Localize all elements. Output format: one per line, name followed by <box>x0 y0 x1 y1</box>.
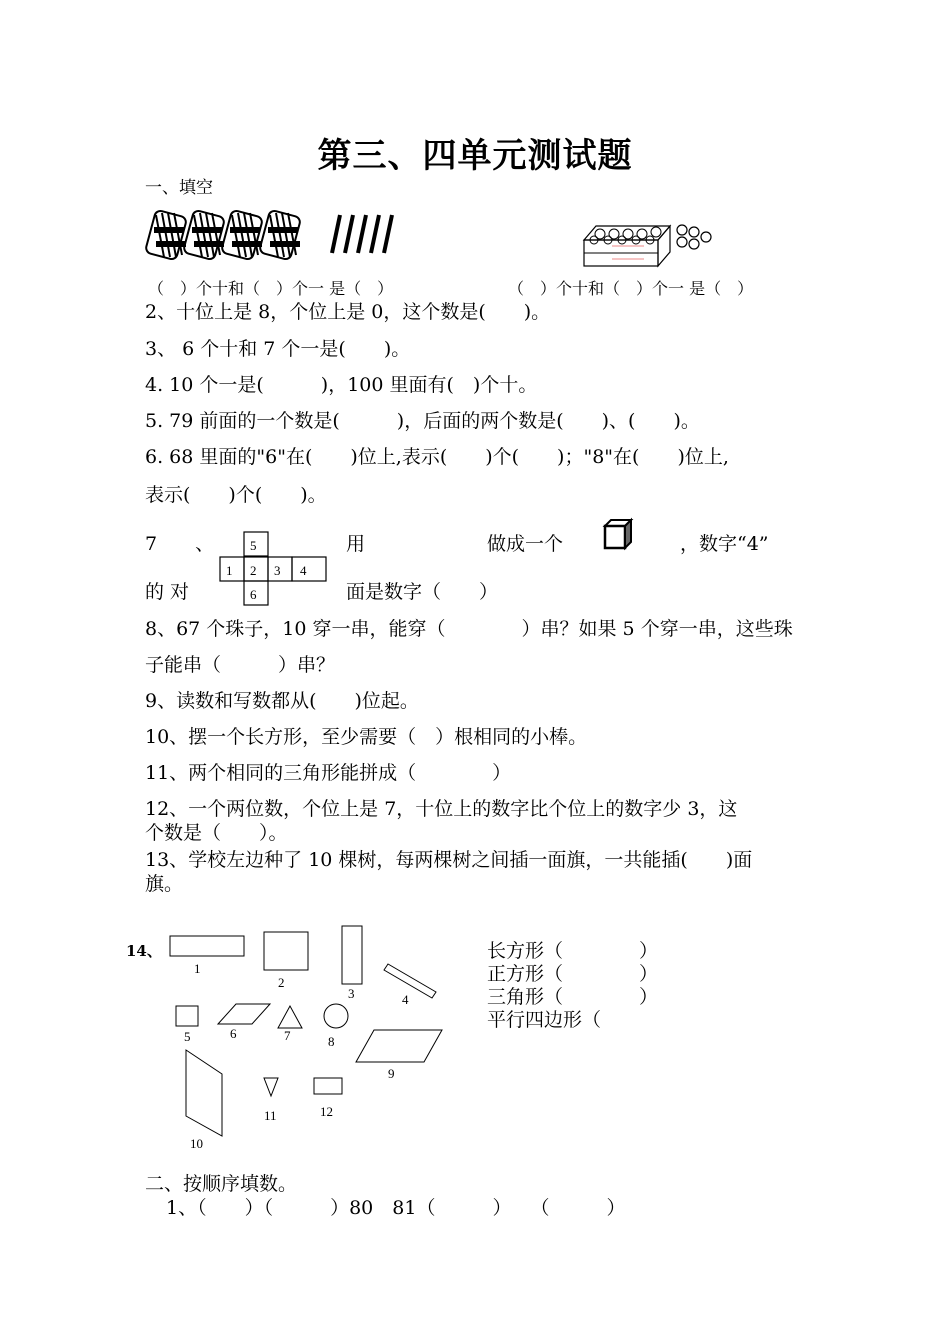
shape-label-4: 4 <box>402 992 409 1007</box>
question-10: 10、摆一个长方形，至少需要（ ）根相同的小棒。 <box>145 726 588 748</box>
answer-square: 正方形（ ） <box>487 963 659 985</box>
shape-8-circle <box>324 1004 348 1028</box>
section-one-heading: 一、填空 <box>145 178 213 198</box>
question-5: 5. 79 前面的一个数是( )，后面的两个数是( )、( )。 <box>145 410 700 432</box>
question-6-line-2: 表示( )个( )。 <box>145 484 327 506</box>
question-1-left: （ ）个十和（ ）个一 是（ ） <box>148 279 394 298</box>
cube-net-diagram <box>218 530 330 608</box>
shape-label-8: 8 <box>328 1034 335 1049</box>
question-14-label: 14、 <box>126 942 162 960</box>
shape-label-7: 7 <box>284 1028 291 1043</box>
ten-stick-bundle-3 <box>221 210 263 261</box>
net-cell-5: 5 <box>250 538 257 553</box>
cube-icon <box>603 518 633 550</box>
section-two-question-1: 1、（ ）（ ）80 81（ ） （ ） <box>166 1197 626 1219</box>
net-cell-3: 3 <box>274 563 281 578</box>
question-7-prefix: 7 、 <box>145 533 215 555</box>
net-cell-1: 1 <box>226 563 233 578</box>
answer-triangle: 三角形（ ） <box>487 986 659 1008</box>
question-8-line-1: 8、67 个珠子，10 穿一串，能穿（ ）串？如果 5 个穿一串，这些珠 <box>145 618 793 640</box>
shape-5-square <box>176 1006 198 1026</box>
question-7-digit: ，数字“4” <box>680 533 769 555</box>
shape-label-2: 2 <box>278 975 285 990</box>
shape-label-12: 12 <box>320 1104 333 1119</box>
section-two-heading: 二、按顺序填数。 <box>145 1173 298 1195</box>
shape-10-quadrilateral <box>186 1050 222 1136</box>
egg-tray-illustration <box>582 218 722 270</box>
question-7-of: 的 对 <box>145 581 190 603</box>
question-13-line-1: 13、学校左边种了 10 棵树，每两棵树之间插一面旗，一共能插( )面 <box>145 849 753 871</box>
net-cell-4: 4 <box>300 563 307 578</box>
shape-label-9: 9 <box>388 1066 395 1081</box>
question-4: 4. 10 个一是( )，100 里面有( )个十。 <box>145 374 538 396</box>
question-6-line-1: 6. 68 里面的"6"在( )位上,表示( )个( )；"8"在( )位上, <box>145 446 729 468</box>
shapes-diagram <box>160 920 450 1152</box>
shape-label-3: 3 <box>348 986 355 1001</box>
question-7-make: 做成一个 <box>487 533 564 555</box>
shape-4-bar <box>384 964 436 998</box>
question-8-line-2: 子能串（ ）串？ <box>145 654 336 676</box>
answer-parallelogram: 平行四边形（ <box>487 1009 602 1031</box>
shape-1-rectangle <box>170 936 244 956</box>
net-cell-6: 6 <box>250 587 257 602</box>
question-12-line-2: 个数是（ ）。 <box>145 822 288 844</box>
shape-7-triangle <box>278 1006 302 1028</box>
question-11: 11、两个相同的三角形能拼成（ ） <box>145 762 512 784</box>
question-7-use: 用 <box>346 533 366 555</box>
question-3: 3、 6 个十和 7 个一是( )。 <box>145 338 411 360</box>
answer-rectangle: 长方形（ ） <box>487 940 659 962</box>
shape-label-5: 5 <box>184 1029 191 1044</box>
shape-9-parallelogram <box>356 1030 442 1062</box>
question-9: 9、读数和写数都从( )位起。 <box>145 690 419 712</box>
question-12-line-1: 12、一个两位数，个位上是 7，十位上的数字比个位上的数字少 3，这 <box>145 798 738 820</box>
ten-stick-bundle-1 <box>145 210 187 261</box>
net-cell-2: 2 <box>250 563 257 578</box>
page-title: 第三、四单元测试题 <box>317 136 633 176</box>
single-sticks <box>332 215 392 253</box>
shape-6-parallelogram <box>218 1004 270 1024</box>
shape-label-6: 6 <box>230 1026 237 1041</box>
question-1-right: （ ）个十和（ ）个一 是（ ） <box>508 279 754 298</box>
stick-bundles-illustration <box>150 205 395 265</box>
shape-label-1: 1 <box>194 961 201 976</box>
shape-label-11: 11 <box>264 1108 277 1123</box>
ten-stick-bundle-2 <box>183 210 225 261</box>
ten-stick-bundle-4 <box>259 210 301 261</box>
shape-2-square <box>264 932 308 970</box>
question-2: 2、十位上是 8，个位上是 0，这个数是( )。 <box>145 301 551 323</box>
shape-11-triangle <box>264 1078 278 1096</box>
shape-12-rectangle <box>314 1078 342 1094</box>
question-13-line-2: 旗。 <box>145 873 184 895</box>
shape-3-rectangle <box>342 926 362 984</box>
shape-label-10: 10 <box>190 1136 203 1151</box>
question-7-face: 面是数字（ ） <box>346 581 499 603</box>
